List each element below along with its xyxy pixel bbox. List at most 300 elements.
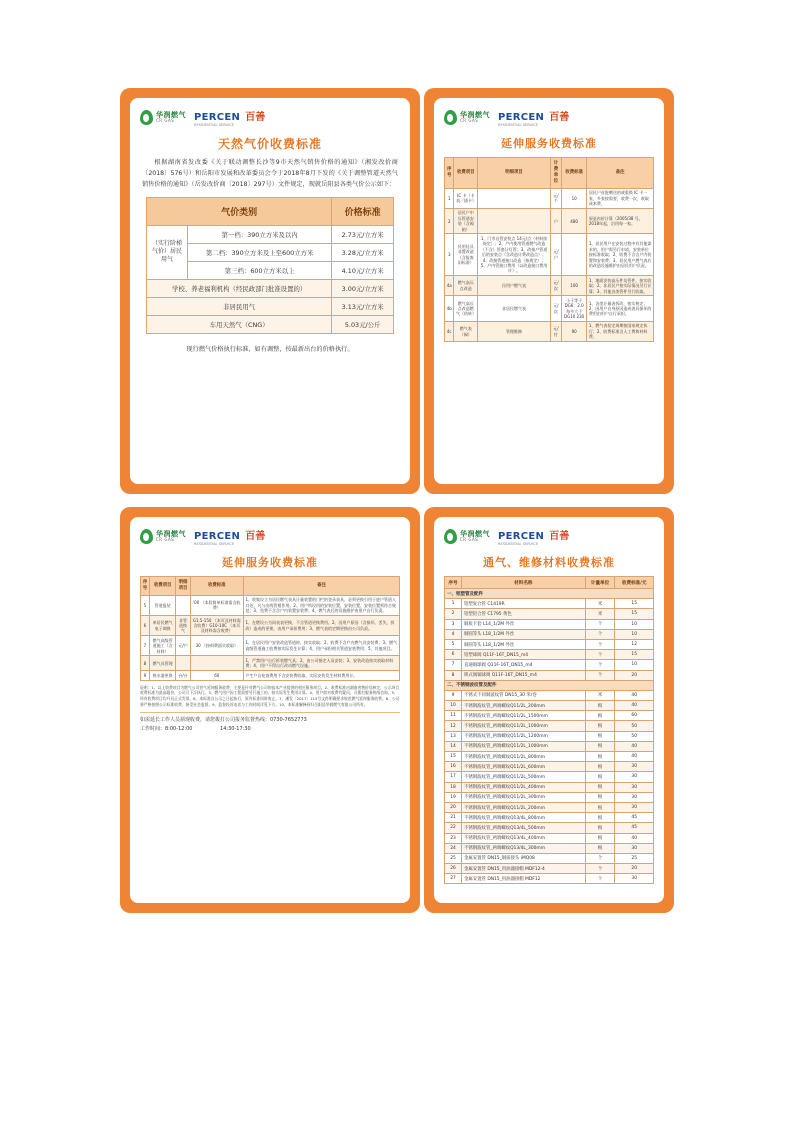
cell-remark: 1、各类计量表拆改，按实核定；2、因用户自身原因造成表具损坏的费用由用户自行承担。: [587, 296, 654, 322]
cell-material: 铜圆等头 L18_1/2M 外丝: [461, 639, 585, 649]
footnote: 说明：1、以上收费项目为燃气公司营气延伸服务收费，主要是针对燃气公司的技术产业提供的相应服务项目。2、收费标准由湖南省物价局核定，公示项目收费标准为最高限价，公司可下浮执行。3、燃气用户因工程需要另行施工的，按实际发生费用计算。4、用户如对收费有疑问，可拨打服务热线咨询。5、所有收费项目均开具正式发票。6、本标准自公示之日起执行，原有标准同时废止。7、湘发〔2017〕115号文件明确要求规范燃气延伸服务收费。8、公司将严格按照公示标准收费，接受社会监督。9、监督投诉电话与工作时间详见下方。10、本标准解释权归岳阳县华润燃气有限公司所有。: [140, 684, 400, 707]
cell-price: 3.28元/立方米: [332, 243, 394, 261]
cell-remark: 居民户首批赠送的或重换 IC 卡一张，多张按需要，收费一次，收取成本费。: [587, 188, 654, 208]
intro-paragraph: 根据湖南省发改委《关于联动调整长沙等9市天然气销售价格的通知》（湘发改价商〔2018〕576号）和岳阳市发展和改革委员会令于2018年8月下发的《关于调整管道天然气销售价格的通知》（岳发改价商〔2018〕297号）文件规定，现就岳阳县各类气价公示如下：: [142, 159, 398, 188]
cell-no: 19: [445, 792, 462, 802]
table-row: [445, 772, 654, 782]
table-row: [445, 276, 654, 296]
flame-icon: [444, 110, 457, 125]
percen-logo: [194, 525, 265, 547]
cell-price: 12: [615, 639, 654, 649]
column-header: 收费标准/元: [615, 577, 654, 589]
cell-no: 25: [445, 853, 462, 863]
table-row: [445, 782, 654, 792]
cell-price: 30: [615, 802, 654, 812]
cell-price: 30 （按料费面实收取）: [190, 636, 243, 656]
card-extended-service-1: [434, 98, 664, 484]
column-header: 收费项目: [454, 158, 478, 189]
table-row: [445, 650, 654, 660]
table-row: [445, 843, 654, 853]
cell-no: 4c: [445, 321, 454, 341]
cell-item: 燃气具管理: [149, 656, 176, 671]
table-row: [445, 762, 654, 772]
column-header: 备注: [243, 577, 399, 596]
cell-item: 民用灶具非置改造（含报废旧标准）: [454, 234, 478, 276]
cell-unit: 根: [585, 731, 615, 741]
table-row: [445, 660, 654, 670]
flame-icon: [140, 110, 153, 125]
cr-gas-sub: CR GAS: [460, 117, 479, 123]
cell-unit: 根: [585, 802, 615, 812]
card-extended-service-2: [130, 517, 410, 903]
cr-gas-logo: [140, 529, 186, 544]
work-hours-pm: 14:30-17:30: [220, 726, 251, 733]
cell-no: 6: [141, 616, 150, 636]
cell-item: 燃气表（阀）: [454, 321, 478, 341]
hotline-text: 如需延长工作人员须现收费，请您拨打公司报务监督热线：0730-7652773: [140, 717, 307, 724]
cell-unit: 米: [585, 599, 615, 609]
cell-material: 直通铜球阀 Q11F-16T_DN15_m4: [461, 660, 585, 670]
table-row: [141, 636, 400, 656]
percen-logo: [498, 106, 569, 128]
cell-no: 13: [445, 731, 462, 741]
cell-item: 管道报装: [149, 595, 176, 615]
cr-gas-sub: CR GAS: [156, 536, 175, 542]
cell-tier: 第二档：390立方米及上至600立方米: [188, 243, 332, 261]
cell-section-title: 二、不锈钢波纹管及配件: [445, 680, 654, 690]
cell-tier: 非居民用气: [147, 297, 332, 315]
cell-material: 金属安置管 DN15_铜质接头 iMQ08: [461, 853, 585, 863]
cell-unit: 个: [585, 670, 615, 680]
cell-no: 14: [445, 741, 462, 751]
cell-material: 锁式阀铜球阀 Q11F-16T_DN15_m4: [461, 670, 585, 680]
cell-price: [190, 656, 243, 671]
cell-price: 10: [615, 660, 654, 670]
column-header: 序号: [141, 577, 150, 596]
work-hours-am: 工作时间：8:00-12:00: [140, 726, 193, 733]
cell-price: 30: [615, 874, 654, 884]
cr-gas-sub: CR GAS: [460, 536, 479, 542]
table-row: [445, 208, 654, 234]
cell-price: 40: [615, 741, 654, 751]
cell-no: 22: [445, 823, 462, 833]
column-header: 明细项目: [176, 577, 190, 596]
card-materials: [434, 517, 664, 903]
cell-unit: 根: [585, 762, 615, 772]
cell-unit: 户: [550, 208, 561, 234]
cell-tier: 车用天然气（CNG）: [147, 315, 332, 333]
cell-section-title: 一、铝塑管及配件: [445, 589, 654, 599]
cell-price: 30: [615, 792, 654, 802]
cell-material: 金属安置管 DN15_用油器接帽 MDF12: [461, 874, 585, 884]
logo-row: [140, 525, 400, 547]
cell-material: 不锈钢波纹管_两端螺纹Q11/2L_400mm: [461, 782, 585, 792]
percen-sub: RESIDENTIAL SERVICE: [498, 541, 538, 546]
table-row: [445, 670, 654, 680]
cell-detail: [478, 208, 551, 234]
column-header: 收费标准: [561, 158, 586, 189]
cell-unit: 个: [585, 639, 615, 649]
column-header: 序号: [445, 577, 462, 589]
cell-price: 90: [561, 321, 586, 341]
cr-gas-name: 华润燃气: [460, 529, 490, 538]
cell-unit: 米: [585, 609, 615, 619]
cell-price: 40: [615, 833, 654, 843]
cell-no: 9: [445, 690, 462, 700]
column-header: 序号: [445, 158, 454, 189]
panel-materials: [424, 507, 674, 913]
th-price: 价格标准: [332, 197, 394, 225]
cell-material: 不锈钢波纹管_两端螺纹Q13/4L_300mm: [461, 843, 585, 853]
cell-price: 30: [615, 772, 654, 782]
cell-item: IC 卡（卡表／插卡）: [454, 188, 478, 208]
table-row: [445, 813, 654, 823]
cell-material: 不锈钢波纹管_两端螺纹Q11/2L_1000mm: [461, 721, 585, 731]
cell-price: 10: [615, 629, 654, 639]
column-header: 备注: [587, 158, 654, 189]
cell-no: 26: [445, 864, 462, 874]
cr-gas-name: 华润燃气: [156, 110, 186, 119]
cell-unit: 个: [585, 660, 615, 670]
table-row: [445, 731, 654, 741]
table-row: [445, 321, 654, 341]
percen-cn: 百善: [245, 531, 266, 543]
cell-detail: 管理维修: [478, 321, 551, 341]
cell-price: 2.73元/立方米: [332, 225, 394, 243]
cell-material: 铝塑球阀 Q11F-16T_DN15_m4: [461, 650, 585, 660]
cell-unit: 米: [585, 690, 615, 700]
table-row: [445, 711, 654, 721]
cell-price: 45: [615, 813, 654, 823]
cell-material: 不锈钢波纹管_两端螺纹Q11/2L_800mm: [461, 752, 585, 762]
cell-unit: 根: [585, 792, 615, 802]
percen-en: PERCEN: [194, 112, 241, 124]
cell-price: 20: [615, 670, 654, 680]
cell-material: 不锈钢波纹管_两端螺纹Q13/4L_400mm: [461, 833, 585, 843]
table-section-row: [445, 680, 654, 690]
cell-unit: 个: [585, 874, 615, 884]
table-row: [141, 671, 400, 680]
cr-gas-sub: CR GAS: [156, 117, 175, 123]
cell-detail: 非居民燃气表: [478, 296, 551, 322]
table-row: [445, 619, 654, 629]
cell-remark: 1、在燃设公为同表表更换，不含管道更换费用。2、因用户原因（含损坏、丢失、拆改）造成的更换，由用户承担费用；3、燃气表的定期更换由公司负责。: [243, 616, 399, 636]
percen-en: PERCEN: [498, 531, 545, 543]
cell-price: 10: [561, 188, 586, 208]
card-gas-price: [130, 98, 410, 484]
cell-unit: 元/次: [550, 276, 561, 296]
cell-detail: [176, 656, 190, 671]
table-row: [445, 853, 654, 863]
cr-gas-logo: [140, 110, 186, 125]
cell-price: 40: [615, 701, 654, 711]
cell-material: 铜圆等头 L18_1/2M 外丝: [461, 629, 585, 639]
cell-no: 6: [445, 650, 462, 660]
price-table: [146, 197, 394, 334]
cell-no: 16: [445, 762, 462, 772]
cell-no: 21: [445, 813, 462, 823]
flame-icon: [444, 529, 457, 544]
page-title: 天然气价收费标准: [217, 137, 322, 151]
extended-service-table-1: [444, 157, 654, 342]
cr-gas-name: 华润燃气: [460, 110, 490, 119]
table-row: [445, 629, 654, 639]
cell-tier: 第一档：390立方米及以内: [188, 225, 332, 243]
cell-price: 40: [615, 690, 654, 700]
column-header: 计量单位: [585, 577, 615, 589]
cr-gas-name: 华润燃气: [156, 529, 186, 538]
table-header-row: [445, 158, 654, 189]
cr-gas-logo: [444, 529, 490, 544]
cell-price: 4.10元/立方米: [332, 261, 394, 279]
cell-remark: 原是冉价计算（2005/38 号，2018年起，沿用每一家。: [587, 208, 654, 234]
cell-no: 12: [445, 721, 462, 731]
percen-en: PERCEN: [194, 531, 241, 543]
cell-price: '00 （本段简单标准需含收费）: [190, 595, 243, 615]
cr-gas-logo: [444, 110, 490, 125]
cell-price: 25: [615, 853, 654, 863]
cell-price: 30: [615, 762, 654, 772]
cell-no: 1: [445, 599, 462, 609]
cell-no: 24: [445, 843, 462, 853]
cell-detail: [176, 595, 190, 615]
cell-price: 3.13元/立方米: [332, 297, 394, 315]
column-header: 计费单位: [550, 158, 561, 189]
cell-unit: 元/次: [550, 296, 561, 322]
cell-material: 不锈钢波纹管_两端螺纹Q13/4L_500mm: [461, 823, 585, 833]
cell-price: [561, 234, 586, 276]
table-header-row: [445, 577, 654, 589]
logo-row: [444, 525, 654, 547]
cell-no: 2: [445, 208, 454, 234]
cell-material: 金属安置管 DN15_用油器接帽 MDF12-4: [461, 864, 585, 874]
percen-logo: [194, 106, 265, 128]
cell-no: 27: [445, 874, 462, 884]
percen-sub: RESIDENTIAL SERVICE: [194, 541, 234, 546]
cell-material: 不锈式不同铜波纹管 DN15_30 米/卷: [461, 690, 585, 700]
cell-remark: 1、收集设立为居民燃气表具计量装置的门栏的登录表具，必须更换引用于进户管道入口处，凡与出线管相作用。2、用户所设用的安装位置、安装位置、安装位置须符合规范；3、免费不含含户内装置安装费；4、燃气表后的设施维护由用户自行负责。: [243, 595, 399, 615]
table-row: [445, 701, 654, 711]
panel4-title: 通气、维修材料收费标准: [483, 556, 615, 569]
flame-icon: [140, 529, 153, 544]
cell-price: 45: [615, 823, 654, 833]
cell-no: 23: [445, 833, 462, 843]
price-note: 现行燃气价格执行标准，如有调整，按最新出台的价格执行。: [186, 345, 354, 353]
table-row: [147, 315, 394, 333]
cell-material: 铝塑复合管 C1419R: [461, 599, 585, 609]
table-row: [445, 690, 654, 700]
cell-remark: 1、在居民用户安装改造管道时，按实收取；2、收费不含户内燃气具安装费；3、燃气高级管道施工收费按实际发生计算；4、用户承担相关管道安装费用；5、其他项目。: [243, 636, 399, 656]
cell-material: 不锈钢波纹管_两端螺纹Q11/2L_300mm: [461, 792, 585, 802]
cell-no: 5: [445, 639, 462, 649]
cell-price: 60: [615, 711, 654, 721]
cell-material: 不锈钢波纹管_两端螺纹Q11/2L_200mm: [461, 701, 585, 711]
column-header: 收费标准: [190, 577, 243, 596]
cell-price: 60: [190, 671, 243, 680]
percen-logo: [498, 525, 569, 547]
percen-cn: 百善: [245, 112, 266, 124]
cell-price: 30: [615, 843, 654, 853]
cell-detail: 元/户: [176, 636, 190, 656]
cell-unit: 个: [585, 650, 615, 660]
cell-unit: 根: [585, 752, 615, 762]
cell-no: 15: [445, 752, 462, 762]
cell-price: 50: [615, 721, 654, 731]
cell-price: 15: [615, 650, 654, 660]
cell-price: 100: [561, 276, 586, 296]
cell-material: 不锈钢波纹管_两端螺纹Q11/2L_1000mm: [461, 741, 585, 751]
cell-no: 8: [445, 670, 462, 680]
table-row: [445, 874, 654, 884]
panel-gas-price: [120, 88, 420, 494]
cell-material: 铜质卡套 L14_1/2M 外丝: [461, 619, 585, 629]
cell-detail: 民用户燃气表: [478, 276, 551, 296]
table-row: [445, 721, 654, 731]
cell-price: 小于等于DG6：2.0 每多大于DG10 230: [561, 296, 586, 322]
table-row: [445, 609, 654, 619]
cell-unit: 元/户: [550, 234, 561, 276]
cell-item: 燃气高压点改造: [454, 276, 478, 296]
table-section-row: [445, 589, 654, 599]
cell-no: 3: [445, 234, 454, 276]
cell-no: 5: [141, 595, 150, 615]
cell-material: 不锈钢波纹管_两端螺纹Q11/2L_600mm: [461, 762, 585, 772]
cell-remark: 1、严禁用户自行拆装燃气具；2、由公司指定人员安装；3、安装改造按实收取材料费；4、用户不得自行改动燃气设施。: [243, 656, 399, 671]
cell-no: 2: [445, 609, 462, 619]
panel3-title: 延伸服务收费标准: [222, 556, 318, 569]
table-row: [141, 595, 400, 615]
cell-tier: 学校、养老福利机构（经民政部门批准设置的）: [147, 279, 332, 297]
table-row: [445, 802, 654, 812]
cell-price: 10: [615, 619, 654, 629]
cell-unit: 根: [585, 721, 615, 731]
logo-row: [140, 106, 400, 128]
cell-price: 3.00元/立方米: [332, 279, 394, 297]
table-row: [445, 833, 654, 843]
cell-unit: 根: [585, 813, 615, 823]
cell-price: 5.03元/公斤: [332, 315, 394, 333]
logo-row: [444, 106, 654, 128]
cell-unit: 根: [585, 741, 615, 751]
cell-item: 燃气高压点改造燃气（结转）: [454, 296, 478, 322]
cell-detail: 非管道换气: [176, 616, 190, 636]
cell-price: 30: [615, 782, 654, 792]
cell-no: 20: [445, 802, 462, 812]
cell-price: G1.5-150 （本页及材料需含收费）G10-10C （本页及材料需含收费）: [190, 616, 243, 636]
cell-unit: 根: [585, 711, 615, 721]
cell-no: 8: [141, 656, 150, 671]
table-row: [141, 616, 400, 636]
table-row: [445, 639, 654, 649]
cell-unit: 根: [585, 833, 615, 843]
cell-item: 居民户中压管道安装（含阀箱）: [454, 208, 478, 234]
table-row: [147, 297, 394, 315]
cell-price: 20: [615, 864, 654, 874]
cell-no: 7: [141, 636, 150, 656]
cell-tier: 第三档：600立方米以上: [188, 261, 332, 279]
column-header: 收费项目: [149, 577, 176, 596]
table-row: [147, 279, 394, 297]
cell-unit: 根: [585, 843, 615, 853]
table-row: [141, 656, 400, 671]
percen-sub: RESIDENTIAL SERVICE: [498, 122, 538, 127]
column-header: 材料名称: [461, 577, 585, 589]
cell-unit: 根: [585, 823, 615, 833]
table-row: [147, 225, 394, 243]
cell-no: 4b: [445, 296, 454, 322]
cell-item: 燃气高级管道施工（含材料）: [149, 636, 176, 656]
percen-sub: RESIDENTIAL SERVICE: [194, 122, 234, 127]
cell-material: 铝塑铝合管 C1795 黄色: [461, 609, 585, 619]
cell-no: 17: [445, 772, 462, 782]
cell-unit: 个: [585, 619, 615, 629]
percen-cn: 百善: [549, 112, 570, 124]
cell-material: 不锈钢波纹管_两端螺纹Q11/2L_1200mm: [461, 731, 585, 741]
table-header-row: [147, 197, 394, 225]
cell-unit: 元/个: [550, 188, 561, 208]
panel2-title: 延伸服务收费标准: [501, 137, 597, 150]
cell-remark: 1、地面安装高压件及管件，按实收取；2、非居民户按实际情况另行计算；3、其他各类管件另行收取。: [587, 276, 654, 296]
cell-unit: 根: [585, 772, 615, 782]
extended-service-table-2: [140, 576, 400, 681]
panel-extended-service-2: [120, 507, 420, 913]
cell-unit: 根: [585, 701, 615, 711]
cell-no: 9: [141, 671, 150, 680]
cell-unit: 个: [585, 629, 615, 639]
cell-unit: 个: [585, 864, 615, 874]
cell-remark: 1、燃气表检定周期按国家规定执行；2、收费标准含人工费和材料费。: [587, 321, 654, 341]
cell-remark: 1、居民用户在安装过程中有其他需求的，用户需另行申请，安装单位按标准收取；2、收费不含含户内装置和安装费；3、居民用户燃气表后的改造设施维护由居民用户负责。: [587, 234, 654, 276]
cell-no: 3: [445, 619, 462, 629]
cell-unit: 个: [585, 853, 615, 863]
cell-remark: 产生户自检查费用不含安装费收取，实际安装发生材料费用计。: [243, 671, 399, 680]
cell-no: 10: [445, 701, 462, 711]
cell-unit: 根: [585, 782, 615, 792]
percen-cn: 百善: [549, 531, 570, 543]
table-row: [445, 792, 654, 802]
cell-item: 热水器更换: [149, 671, 176, 680]
cell-price: 50: [615, 731, 654, 741]
cell-detail: [478, 188, 551, 208]
table-row: [445, 234, 654, 276]
cell-material: 不锈钢波纹管_两端螺纹Q11/2L_1500mm: [461, 711, 585, 721]
table-row: [445, 296, 654, 322]
table-row: [445, 188, 654, 208]
table-row: [445, 741, 654, 751]
cell-detail: 1、门市自管安装点 14元/点（材料按规定）；2、户内使用管道燃气改造（不含）管套计灯管；3、改接户管道后的安装点（含改造计费改造点）；4、改接管道接口改造（按规定）；5、户内管接口费用（以改造接口费用计）。: [478, 234, 551, 276]
cell-no: 4a: [445, 276, 454, 296]
percen-en: PERCEN: [498, 112, 545, 124]
table-header-row: [141, 577, 400, 596]
cell-material: 不锈钢波纹管_两端螺纹Q13/4L_800mm: [461, 813, 585, 823]
table-row: [445, 864, 654, 874]
cell-price: 480: [561, 208, 586, 234]
materials-table: [444, 576, 654, 884]
cell-no: 11: [445, 711, 462, 721]
cell-item: 单居民燃气电子调换: [149, 616, 176, 636]
hotline-bar: [140, 712, 400, 723]
cell-price: 15: [615, 599, 654, 609]
panel-extended-service-1: [424, 88, 674, 494]
cell-material: 不锈钢波纹管_两端螺纹Q11/2L_200mm: [461, 802, 585, 812]
cell-no: 7: [445, 660, 462, 670]
cell-category: （实行阶梯气价）居民用气: [147, 225, 188, 279]
cell-no: 18: [445, 782, 462, 792]
table-row: [445, 823, 654, 833]
cell-price: 15: [615, 609, 654, 619]
cell-unit: 元/付: [550, 321, 561, 341]
cell-no: 4: [445, 629, 462, 639]
